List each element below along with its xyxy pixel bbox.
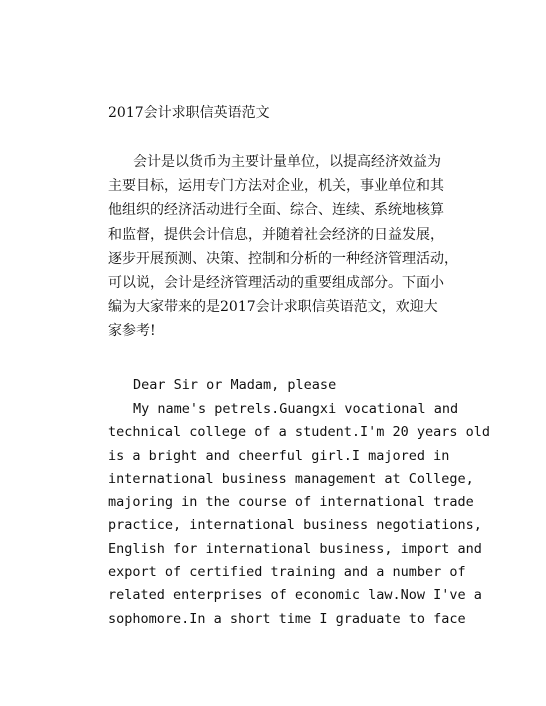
body-line: export of certified training and a number of <box>108 564 466 581</box>
document-title: 2017会计求职信英语范文 <box>108 105 270 121</box>
letter-greeting: Dear Sir or Madam, please <box>133 377 337 393</box>
body-line: sophomore.In a short time I graduate to face <box>108 610 466 627</box>
intro-line: 会计是以货币为主要计量单位，以提高经济效益为 <box>133 154 441 170</box>
intro-line: 编为大家带来的是2017会计求职信英语范文，欢迎大 <box>108 299 438 316</box>
body-line: is a bright and cheerful girl.I majored in <box>108 447 450 464</box>
intro-line: 主要目标，运用专门方法对企业，机关，事业单位和其 <box>108 178 444 195</box>
body-line: related enterprises of economic law.Now I've a <box>108 587 482 604</box>
body-line: English for international business, import and <box>108 540 482 557</box>
intro-line: 家参考! <box>108 323 156 340</box>
letter-body <box>108 398 491 631</box>
body-line: international business management at College, <box>108 470 474 487</box>
intro-line: 可以说，会计是经济管理活动的重要组成部分。下面小 <box>108 274 444 291</box>
body-line: My name's petrels.Guangxi vocational and <box>133 401 459 417</box>
body-line: technical college of a student.I'm 20 years old <box>108 424 491 441</box>
body-line: majoring in the course of international trade <box>108 494 474 511</box>
intro-line: 他组织的经济活动进行全面、综合、连续、系统地核算 <box>108 202 444 219</box>
intro-paragraph <box>108 150 458 344</box>
intro-line: 逐步开展预测、决策、控制和分析的一种经济管理活动， <box>108 250 458 267</box>
intro-line: 和监督，提供会计信息，并随着社会经济的日益发展， <box>108 226 444 243</box>
body-line: practice, international business negotiations, <box>108 517 482 534</box>
